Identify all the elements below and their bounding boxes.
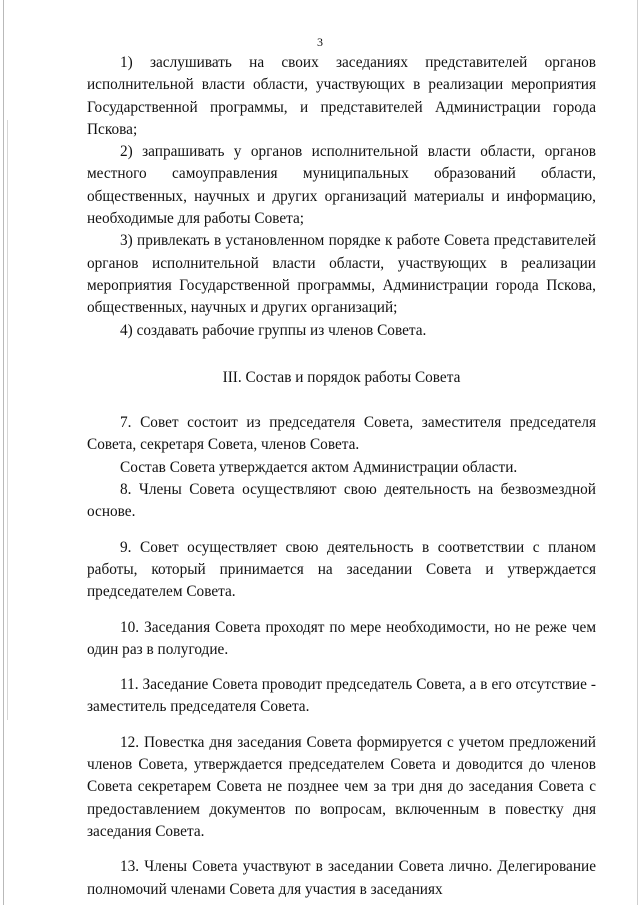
paragraph-7: 7. Совет состоит из председателя Совета, заместителя председателя Совета, секретаря Совета, членов Совета. xyxy=(87,414,596,454)
scan-edge-left xyxy=(3,0,4,905)
page-number: 3 xyxy=(317,35,323,49)
paragraph-item-3: 3) привлекать в установленном порядке к работе Совета представителей органов исполнительной власти области, участвующих в реализации мероприятия Государственной программы, Администрации города Пскова, общественных, научных и других организаций; xyxy=(87,232,596,317)
paragraph-11: 11. Заседание Совета проводит председатель Совета, а в его отсутствие - заместитель председателя Совета. xyxy=(87,676,596,716)
paragraph-7-composition: Состав Совета утверждается актом Администрации области. xyxy=(120,458,518,476)
paragraph-8: 8. Члены Совета осуществляют свою деятельность на безвозмездной основе. xyxy=(87,481,596,521)
document-body xyxy=(87,52,596,901)
paragraph-9: 9. Совет осуществляет свою деятельность в соответствии с планом работы, который принимается на заседании Совета и утверждается председателем Совета. xyxy=(87,538,596,601)
scan-edge-left-inner xyxy=(7,120,8,720)
paragraph-13: 13. Члены Совета участвуют в заседании Совета лично. Делегирование полномочий членами Совета для участия в заседаниях xyxy=(87,858,596,898)
scan-edge-right xyxy=(637,0,638,905)
paragraph-12: 12. Повестка дня заседания Совета формируется с учетом предложений членов Совета, утверждается председателем Совета и доводится до членов Совета секретарем Совета не позднее чем за три дня до заседания Совета с предоставлением документов по вопросам, включенным в повестку дня заседания Совета. xyxy=(87,733,596,840)
paragraph-item-2: 2) запрашивать у органов исполнительной власти области, органов местного самоуправления муниципальных образований области, общественных, научных и других организаций материалы и информацию, необходимые для работы Совета; xyxy=(87,143,596,228)
section-heading: III. Состав и порядок работы Совета xyxy=(222,368,461,386)
paragraph-item-4: 4) создавать рабочие группы из членов Совета. xyxy=(120,321,427,339)
paragraph-item-1: 1) заслушивать на своих заседаниях представителей органов исполнительной власти области, участвующих в реализации мероприятия Государственной программы, и представителей Администрации города Пскова; xyxy=(87,54,596,138)
paragraph-10: 10. Заседания Совета проходят по мере необходимости, но не реже чем один раз в полугодие. xyxy=(87,618,596,658)
